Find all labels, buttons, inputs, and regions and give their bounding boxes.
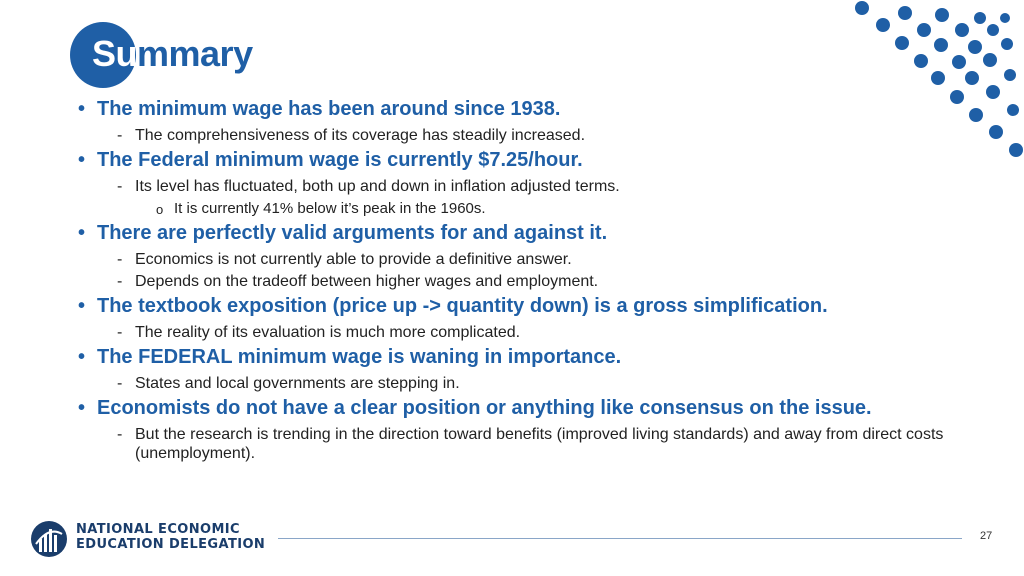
sub-bullet-item — [78, 177, 978, 196]
bullet-item-marker: • — [78, 295, 86, 317]
sub-bullet-item-text: Its level has fluctuated, both up and down in inflation adjusted terms. — [135, 178, 620, 195]
sub-bullet-item-marker: - — [117, 178, 123, 195]
sub-bullet-item — [78, 425, 978, 463]
sub-bullet-item — [78, 272, 978, 291]
page-number: 27 — [980, 530, 993, 542]
sub-bullet-item-text: The comprehensiveness of its coverage has steadily increased. — [135, 127, 586, 144]
sub-bullet-item-text: Depends on the tradeoff between higher wages and employment. — [135, 273, 599, 290]
org-name-line2: EDUCATION DELEGATION — [76, 537, 266, 552]
sub-sub-bullet-item-text: It is currently 41% below it’s peak in the 1960s. — [174, 200, 486, 217]
page-title — [92, 34, 253, 74]
sub-bullet-item-marker: - — [117, 375, 123, 392]
bullet-item — [78, 95, 978, 123]
title-first-letters: Su — [92, 33, 138, 74]
sub-bullet-item-marker: - — [117, 127, 123, 144]
sub-bullet-item-text: The reality of its evaluation is much more complicated. — [135, 324, 521, 341]
bullet-item-text: The textbook exposition (price up -> quantity down) is a gross simplification. — [97, 295, 828, 317]
bullet-item — [78, 219, 978, 247]
sub-bullet-item-text: But the research is trending in the direction toward benefits (improved living standards) and away from direct costs (unemployment). — [135, 426, 944, 462]
bullet-item-text: The Federal minimum wage is currently $7.25/hour. — [97, 149, 583, 171]
footer-divider — [278, 538, 962, 539]
sub-bullet-item-text: States and local governments are stepping in. — [135, 375, 460, 392]
ned-globe-logo-icon — [30, 520, 68, 558]
bullet-item-text: Economists do not have a clear position or anything like consensus on the issue. — [97, 397, 872, 419]
sub-bullet-item — [78, 374, 978, 393]
bullet-item-text: There are perfectly valid arguments for and against it. — [97, 222, 608, 244]
sub-sub-bullet-item — [78, 199, 978, 218]
bullet-item-marker: • — [78, 149, 86, 171]
sub-sub-bullet-item-marker: o — [156, 202, 164, 217]
sub-bullet-item-text: Economics is not currently able to provide a definitive answer. — [135, 251, 572, 268]
bullet-item-text: The FEDERAL minimum wage is waning in importance. — [97, 346, 622, 368]
sub-bullet-item-marker: - — [117, 251, 123, 268]
sub-bullet-item-marker: - — [117, 324, 123, 341]
bullet-item-text: The minimum wage has been around since 1938. — [97, 98, 561, 120]
bullet-item — [78, 394, 978, 422]
sub-bullet-item — [78, 126, 978, 145]
bullet-item — [78, 343, 978, 371]
sub-bullet-item — [78, 250, 978, 269]
bullet-item — [78, 146, 978, 174]
bullet-item — [78, 292, 978, 320]
sub-bullet-item — [78, 323, 978, 342]
bullet-item-marker: • — [78, 222, 86, 244]
bullet-list — [78, 94, 978, 463]
sub-bullet-item-marker: - — [117, 426, 123, 443]
title-rest: mmary — [137, 33, 253, 74]
sub-bullet-item-marker: - — [117, 273, 123, 290]
bullet-item-marker: • — [78, 397, 86, 419]
bullet-item-marker: • — [78, 98, 86, 120]
org-name-line1: NATIONAL ECONOMIC — [76, 522, 240, 537]
organization-name — [76, 522, 265, 552]
bullet-item-marker: • — [78, 346, 86, 368]
